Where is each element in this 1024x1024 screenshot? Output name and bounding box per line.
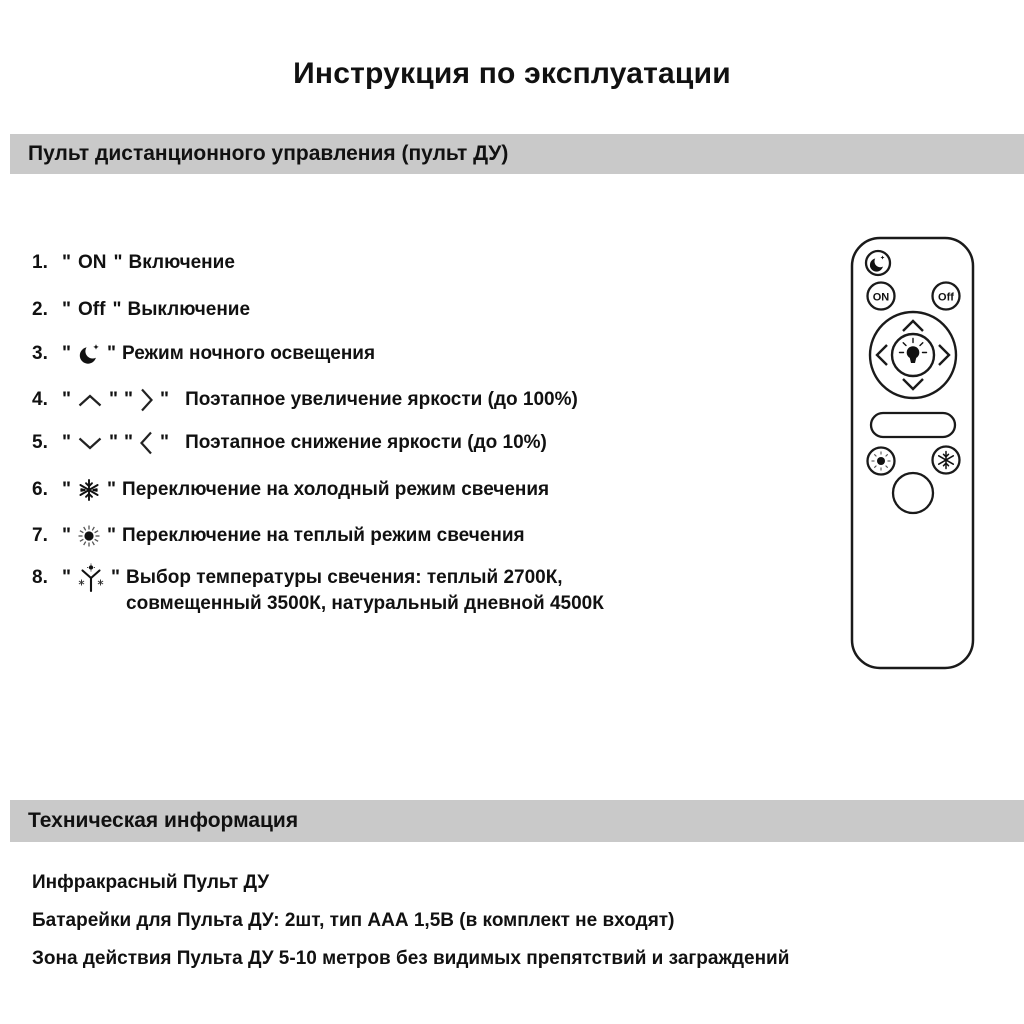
tech-line-remote-type: Инфракрасный Пульт ДУ	[32, 872, 270, 893]
quote-mark: "	[160, 389, 170, 410]
item-text: Поэтапное увеличение яркости (до 100%)	[185, 389, 578, 410]
chevron-up-icon	[77, 393, 103, 408]
section-header-tech-label: Техническая информация	[28, 809, 299, 832]
remote-cold-button	[933, 447, 960, 474]
list-item	[32, 523, 525, 549]
quote-mark: "	[109, 389, 119, 410]
item-text: Переключение на теплый режим свечения	[122, 525, 525, 546]
moon-icon	[77, 342, 101, 366]
list-item	[32, 297, 250, 323]
remote-control-illustration	[848, 234, 978, 674]
remote-on-button	[868, 283, 895, 310]
item-text: Включение	[128, 252, 235, 273]
item-text-line2: совмещенный 3500К, натуральный дневной 4500К	[126, 593, 604, 614]
list-item	[32, 250, 235, 276]
remote-round-button	[893, 473, 933, 513]
quote-mark: "	[62, 479, 72, 500]
chevron-down-icon	[77, 436, 103, 451]
quote-mark: "	[107, 479, 117, 500]
item-key: Off	[78, 299, 106, 320]
chevron-left-icon	[139, 430, 154, 456]
sun-icon	[77, 524, 101, 548]
quote-mark: "	[107, 343, 117, 364]
quote-mark: "	[62, 389, 72, 410]
section-header-tech	[10, 800, 1024, 842]
item-number: 6.	[32, 479, 48, 500]
item-number: 4.	[32, 389, 48, 410]
quote-mark: "	[62, 432, 72, 453]
quote-mark: "	[111, 567, 121, 588]
item-text: Переключение на холодный режим свечения	[122, 479, 550, 500]
list-item	[32, 430, 547, 456]
tech-line-batteries: Батарейки для Пульта ДУ: 2шт, тип ААА 1,5В (в комплект не входят)	[32, 910, 675, 931]
remote-night-button	[866, 251, 890, 275]
quote-mark: "	[107, 525, 117, 546]
item-text: Режим ночного освещения	[122, 343, 376, 364]
item-text: Выключение	[127, 299, 251, 320]
quote-mark: "	[160, 432, 170, 453]
snowflake-icon	[77, 478, 101, 502]
item-number: 5.	[32, 432, 48, 453]
remote-pill-button	[871, 413, 955, 437]
svg-text:Off: Off	[938, 291, 954, 304]
quote-mark: "	[62, 567, 72, 588]
item-number: 1.	[32, 252, 48, 273]
temperature-select-icon	[77, 565, 105, 591]
list-item	[32, 565, 604, 617]
section-header-remote-label: Пульт дистанционного управления (пульт ДУ)	[28, 142, 509, 165]
item-text: Поэтапное снижение яркости (до 10%)	[185, 432, 547, 453]
svg-text:ON: ON	[872, 291, 890, 304]
quote-mark: "	[124, 432, 134, 453]
quote-mark: "	[62, 525, 72, 546]
list-item	[32, 387, 578, 413]
quote-mark: "	[62, 299, 72, 320]
item-number: 7.	[32, 525, 48, 546]
item-number: 3.	[32, 343, 48, 364]
item-key: ON	[78, 252, 107, 273]
quote-mark: "	[124, 389, 134, 410]
list-item	[32, 477, 549, 503]
item-text-block	[126, 565, 604, 617]
item-number: 8.	[32, 567, 48, 588]
quote-mark: "	[113, 252, 123, 273]
quote-mark: "	[109, 432, 119, 453]
quote-mark: "	[62, 252, 72, 273]
item-number: 2.	[32, 299, 48, 320]
remote-off-button	[933, 283, 960, 310]
chevron-right-icon	[139, 387, 154, 413]
page-title: Инструкция по эксплуатации	[293, 57, 731, 90]
quote-mark: "	[112, 299, 122, 320]
section-header-remote	[10, 134, 1024, 174]
tech-line-range: Зона действия Пульта ДУ 5-10 метров без видимых препятствий и заграждений	[32, 948, 790, 969]
remote-warm-button	[868, 448, 895, 475]
list-item	[32, 341, 375, 367]
quote-mark: "	[62, 343, 72, 364]
item-text: Выбор температуры свечения: теплый 2700К,	[126, 567, 563, 588]
